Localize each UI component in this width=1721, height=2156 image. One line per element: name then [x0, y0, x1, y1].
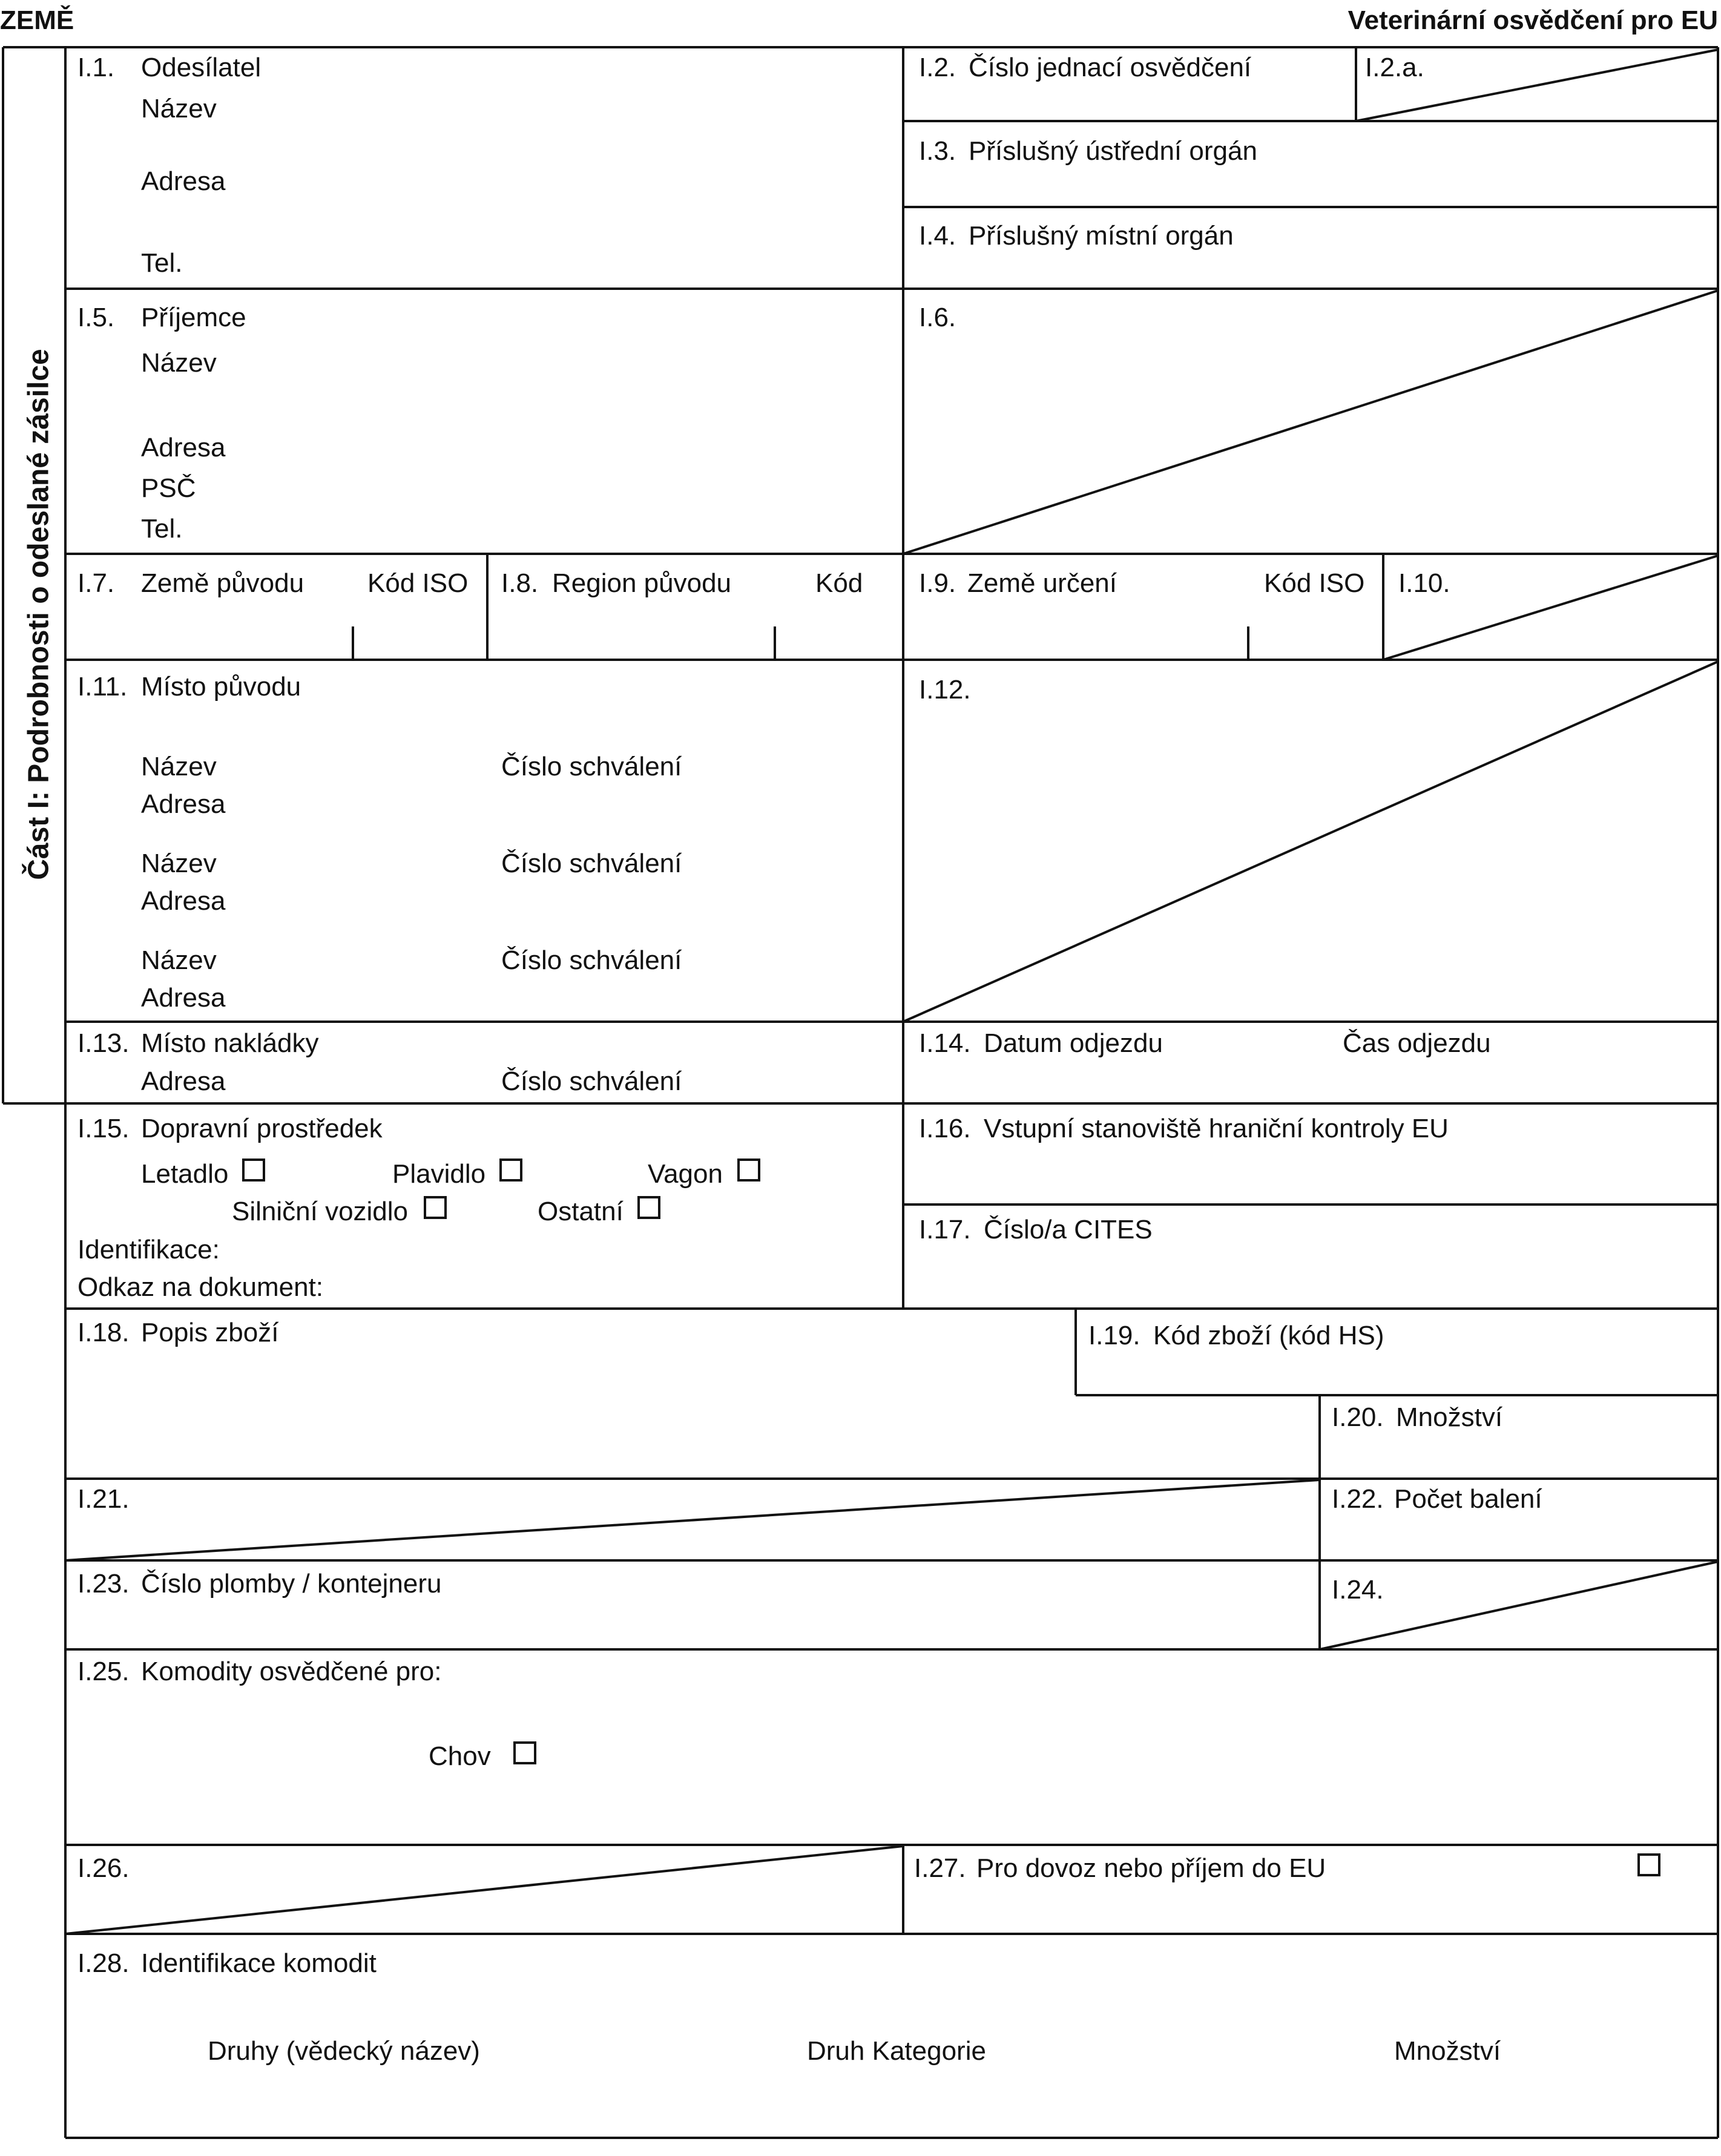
box-number: I.26.	[77, 1853, 130, 1883]
box-number: I.7.	[77, 568, 115, 598]
loading-address-label: Adresa	[141, 1066, 226, 1096]
import-admission-checkbox[interactable]	[1637, 1853, 1660, 1876]
box-number: I.15.	[77, 1114, 130, 1143]
box-number: I.2.	[919, 53, 956, 82]
origin-name-label: Název	[141, 849, 217, 878]
region-of-origin-title: Region původu	[552, 568, 732, 598]
cites-number-title: Číslo/a CITES	[984, 1215, 1153, 1244]
vessel-label: Plavidlo	[392, 1159, 486, 1189]
import-admission-title: Pro dovoz nebo příjem do EU	[976, 1853, 1326, 1883]
number-of-packages-title: Počet balení	[1394, 1484, 1542, 1514]
box-number: I.14.	[919, 1028, 971, 1058]
box-number: I.20.	[1332, 1402, 1384, 1432]
quantity-column-label: Množství	[1394, 2036, 1501, 2066]
origin-address-label: Adresa	[141, 983, 226, 1013]
box-number: I.12.	[919, 675, 971, 705]
consignee-tel-label: Tel.	[141, 514, 183, 544]
consignor-name-label: Název	[141, 94, 217, 123]
central-authority-title: Příslušný ústřední orgán	[969, 136, 1257, 166]
commodities-certified-title: Komodity osvědčené pro:	[141, 1657, 442, 1686]
breeding-label: Chov	[429, 1741, 491, 1771]
box-number: I.23.	[77, 1569, 130, 1599]
origin-name-label: Název	[141, 752, 217, 781]
commodity-identification-title: Identifikace komodit	[141, 1948, 377, 1978]
country-of-destination-title: Země určení	[967, 568, 1117, 598]
box-number: I.5.	[77, 303, 115, 332]
species-column-label: Druhy (vědecký název)	[208, 2036, 480, 2066]
country-of-origin-title: Země původu	[141, 568, 304, 598]
quantity-title: Množství	[1396, 1402, 1503, 1432]
origin-name-label: Název	[141, 945, 217, 975]
origin-approval-label: Číslo schválení	[501, 945, 682, 975]
consignor-tel-label: Tel.	[141, 248, 183, 278]
certificate-reference-title: Číslo jednací osvědčení	[969, 53, 1252, 82]
category-column-label: Druh Kategorie	[807, 2036, 986, 2066]
region-code-label: Kód	[815, 568, 863, 598]
box-number: I.28.	[77, 1948, 130, 1978]
wagon-label: Vagon	[648, 1159, 723, 1189]
aircraft-label: Letadlo	[141, 1159, 229, 1189]
wagon-checkbox[interactable]	[737, 1159, 760, 1182]
aircraft-checkbox[interactable]	[242, 1159, 265, 1182]
origin-approval-label: Číslo schválení	[501, 849, 682, 878]
other-transport-checkbox[interactable]	[637, 1196, 660, 1219]
box-number: I.9.	[919, 568, 956, 598]
certificate-heading: Veterinární osvědčení pro EU	[1348, 5, 1718, 35]
country-of-origin-iso-label: Kód ISO	[367, 568, 469, 598]
box-number: I.16.	[919, 1114, 971, 1143]
box-number: I.22.	[1332, 1484, 1384, 1514]
vessel-checkbox[interactable]	[499, 1159, 522, 1182]
box-number: I.4.	[919, 221, 956, 251]
box-number: I.17.	[919, 1215, 971, 1244]
box-number: I.10.	[1398, 568, 1450, 598]
box-number: I.24.	[1332, 1575, 1384, 1605]
seal-container-number-title: Číslo plomby / kontejneru	[141, 1569, 442, 1599]
breeding-checkbox[interactable]	[513, 1741, 536, 1764]
country-of-destination-iso-label: Kód ISO	[1264, 568, 1365, 598]
country-heading: ZEMĚ	[0, 5, 74, 35]
identification-label: Identifikace:	[77, 1235, 220, 1264]
origin-address-label: Adresa	[141, 886, 226, 916]
document-reference-label: Odkaz na dokument:	[77, 1272, 324, 1302]
part-one-label: Část I: Podrobnosti o odeslané zásilce	[22, 349, 55, 880]
origin-approval-label: Číslo schválení	[501, 752, 682, 781]
commodity-description-title: Popis zboží	[141, 1318, 279, 1347]
consignee-name-label: Název	[141, 348, 217, 378]
departure-date-title: Datum odjezdu	[984, 1028, 1163, 1058]
box-number: I.8.	[501, 568, 539, 598]
local-authority-title: Příslušný místní orgán	[969, 221, 1234, 251]
box-number: I.21.	[77, 1484, 130, 1514]
box-number: I.11.	[77, 672, 128, 702]
box-number: I.13.	[77, 1028, 130, 1058]
means-of-transport-title: Dopravní prostředek	[141, 1114, 383, 1143]
road-vehicle-checkbox[interactable]	[424, 1196, 447, 1219]
box-number: I.19.	[1088, 1321, 1140, 1350]
origin-address-label: Adresa	[141, 789, 226, 819]
consignee-address-label: Adresa	[141, 433, 226, 462]
consignor-title: Odesílatel	[141, 53, 262, 82]
consignor-address-label: Adresa	[141, 166, 226, 196]
box-number: I.25.	[77, 1657, 130, 1686]
box-number: I.27.	[914, 1853, 966, 1883]
place-of-loading-title: Místo nakládky	[141, 1028, 319, 1058]
box-number: I.1.	[77, 53, 115, 82]
loading-approval-label: Číslo schválení	[501, 1066, 682, 1096]
box-number: I.3.	[919, 136, 956, 166]
box-number: I.18.	[77, 1318, 130, 1347]
departure-time-label: Čas odjezdu	[1343, 1028, 1491, 1058]
border-control-post-title: Vstupní stanoviště hraniční kontroly EU	[984, 1114, 1449, 1143]
road-vehicle-label: Silniční vozidlo	[232, 1197, 409, 1226]
consignee-postcode-label: PSČ	[141, 473, 196, 503]
box-number: I.6.	[919, 303, 956, 332]
other-transport-label: Ostatní	[538, 1197, 624, 1226]
consignee-title: Příjemce	[141, 303, 246, 332]
commodity-code-title: Kód zboží (kód HS)	[1153, 1321, 1384, 1350]
box-number: I.2.a.	[1365, 53, 1424, 82]
place-of-origin-title: Místo původu	[141, 672, 301, 702]
